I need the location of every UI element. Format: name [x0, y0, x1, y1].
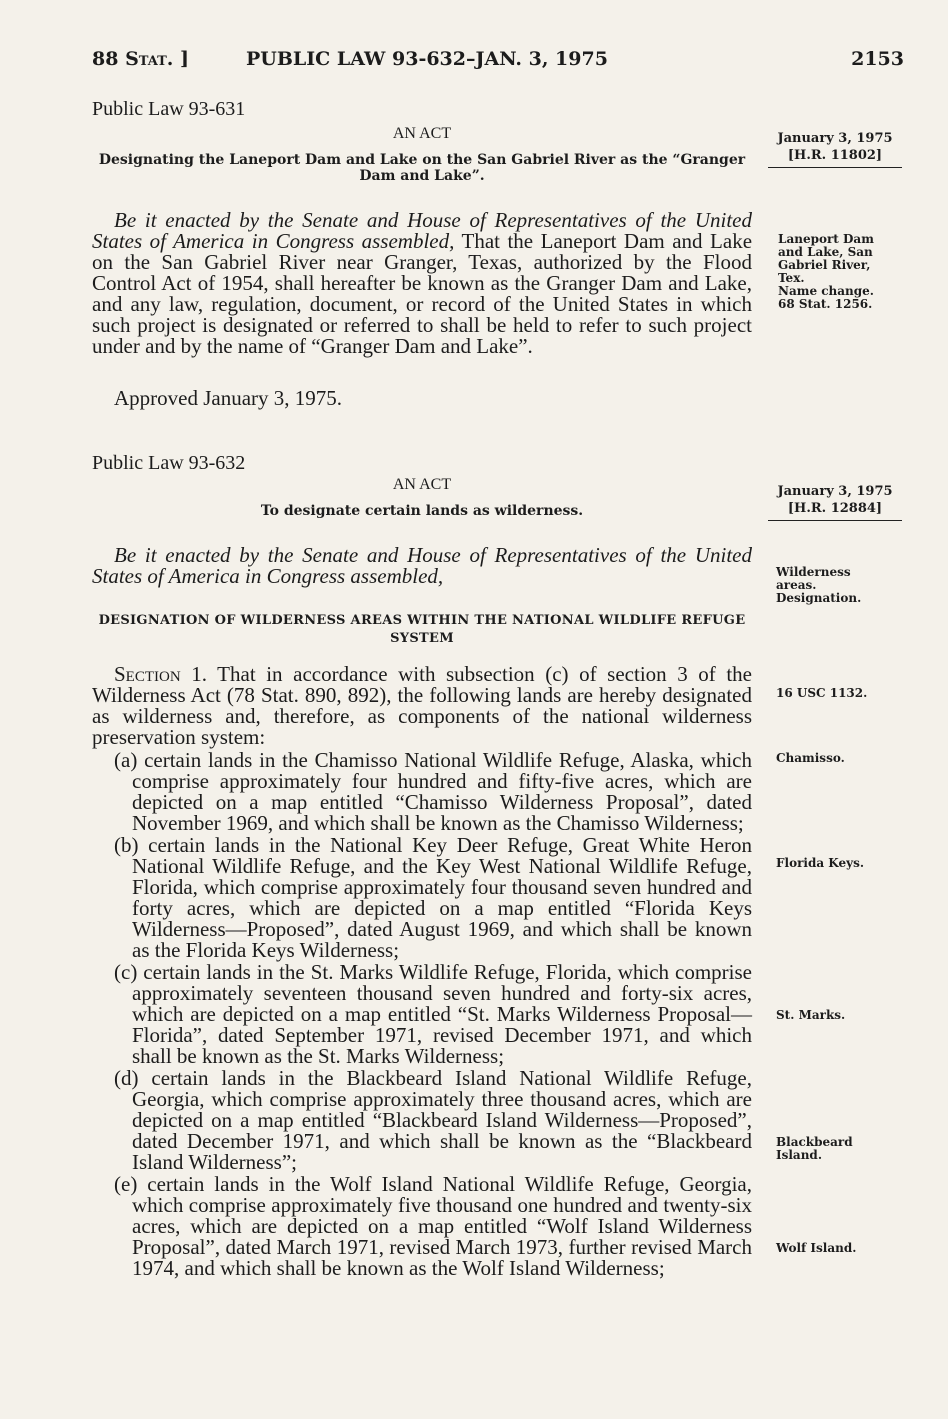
law-title-93-632: Public Law 93-632: [92, 452, 246, 474]
section-1-intro: Section 1. That in accordance with subsection (c) of section 3 of the Wilderness Act (78 Stat. 890, 892), the following lands are hereby designated as wilderness and, therefore, as components of the national wilderness preservation system:: [92, 662, 752, 749]
item-b: (b) certain lands in the National Key Deer Refuge, Great White Heron National Wildlife Refuge, and the Key West National Wildlife Refuge, Florida, which comprise approximately four thousand seven hundred and forty acres, which are depicted on a map entitled “Florida Keys Wilderness—Proposed”, dated August 1969, and which shall be known as the Florida Keys Wilderness;: [114, 833, 752, 962]
item-c: (c) certain lands in the St. Marks Wildlife Refuge, Florida, which comprise approximately seventeen thousand seven hundred and forty-six acres, which are depicted on a map entitled “St. Marks Wilderness Proposal—Florida”, dated September 1971, revised December 1971, and which shall be known as the St. Marks Wilderness;: [114, 960, 752, 1068]
section-label: Section: [114, 662, 181, 686]
item-d: (d) certain lands in the Blackbeard Island National Wildlife Refuge, Georgia, which comprise approximately three thousand acres, which are depicted on a map entitled “Blackbeard Island Wilderness—Proposed”, dated December 1971, and which shall be known as the “Blackbeard Island Wilderness”;: [114, 1066, 752, 1174]
law-93-632-enacting: [92, 545, 752, 587]
running-head: PUBLIC LAW 93-632–JAN. 3, 1975: [246, 48, 608, 70]
enactment-date: January 3, 1975: [777, 131, 893, 146]
margin-note-wilderness: Wilderness areas. Designation.: [776, 565, 862, 605]
approval-line: Approved January 3, 1975.: [114, 386, 343, 410]
item-e: (e) certain lands in the Wolf Island National Wildlife Refuge, Georgia, which comprise approximately five thousand one hundred and twenty-six acres, which are depicted on a map entitled “Wolf Island Wilderness Proposal”, dated March 1971, revised March 1973, further revised March 1974, and which shall be known as the Wolf Island Wilderness;: [114, 1172, 752, 1280]
law-title-93-631: Public Law 93-631: [92, 98, 246, 120]
enacting-clause: Be it enacted by the Senate and House of Representatives of the United States of America in Congress assembled,: [92, 208, 752, 253]
margin-note-blackbeard: Blackbeard Island.: [776, 1135, 853, 1162]
margin-note-st-marks: St. Marks.: [776, 1008, 846, 1022]
item-a: (a) certain lands in the Chamisso National Wildlife Refuge, Alaska, which comprise approximately four hundred and fifty-five acres, which are depicted on a map entitled “Chamisso Wilderness Proposal”, dated November 1969, and which shall be known as the Chamisso Wilderness;: [114, 748, 752, 835]
law-93-631-body: [92, 210, 752, 357]
margin-note-usc: 16 USC 1132.: [776, 686, 868, 700]
margin-note-laneport: Laneport Dam and Lake, San Gabriel River, Tex. Name change. 68 Stat. 1256.: [778, 232, 874, 311]
body-text: That the Laneport Dam and Lake on the San Gabriel River near Granger, Texas, authorized by the Flood Control Act of 1954, shall hereafter be known as the Granger Dam and Lake, and any law, regulation, document, or record of the United States in which such project is designated or referred to shall be held to refer to such project under and by the name of “Granger Dam and Lake”.: [92, 229, 753, 358]
margin-note-florida-keys: Florida Keys.: [776, 856, 865, 870]
bill-number: [H.R. 12884]: [787, 501, 883, 516]
bill-number: [H.R. 11802]: [787, 148, 883, 163]
margin-date-block-2: [768, 483, 902, 521]
margin-note-wolf-island: Wolf Island.: [776, 1241, 857, 1255]
act-description: Designating the Laneport Dam and Lake on the San Gabriel River as the “Granger Dam and Lake”.: [98, 152, 746, 184]
an-act-label: AN ACT: [392, 125, 452, 142]
page-number: 2153: [851, 48, 904, 70]
page-header: [92, 48, 904, 78]
margin-date-block: [768, 130, 902, 168]
margin-note-chamisso: Chamisso.: [776, 751, 845, 765]
act-description-2: To designate certain lands as wilderness.: [260, 503, 584, 519]
an-act-label-2: AN ACT: [392, 476, 452, 493]
enactment-date: January 3, 1975: [777, 484, 893, 499]
section-1: [92, 664, 752, 1279]
section-heading: DESIGNATION OF WILDERNESS AREAS WITHIN THE NATIONAL WILDLIFE REFUGE SYSTEM: [98, 613, 746, 646]
volume-reference: 88 Stat. ]: [92, 48, 190, 70]
enacting-clause-2: Be it enacted by the Senate and House of Representatives of the United States of America in Congress assembled,: [92, 543, 752, 588]
